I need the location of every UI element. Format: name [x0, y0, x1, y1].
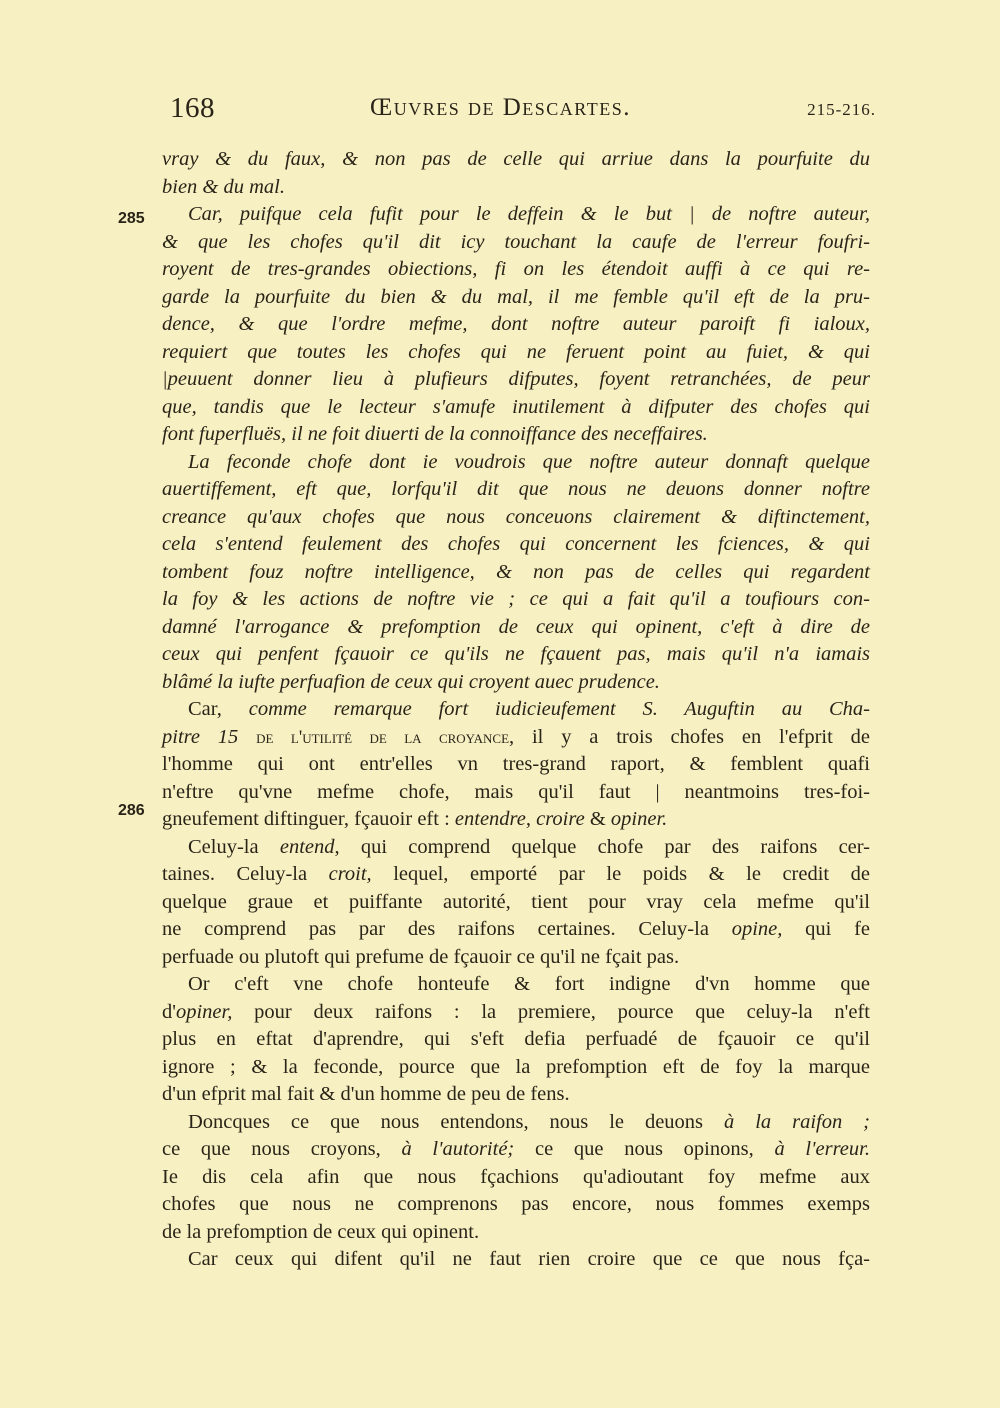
text-line: de la prefomption de ceux qui opinent. — [162, 1220, 480, 1243]
text-line: chofes que nous ne comprenons pas encore, nous fommes exemps — [162, 1193, 870, 1215]
running-title: Œuvres de Descartes. — [370, 94, 631, 121]
text-line: Or c'eft vne chofe honteufe & fort indigne d'vn homme que — [188, 973, 870, 995]
text-line: tombent fouz noftre intelligence, & non pas de celles qui regardent — [162, 560, 870, 583]
text-line: Car ceux qui difent qu'il ne faut rien croire que ce que nous fça- — [188, 1248, 870, 1270]
text-line: & que les chofes qu'il dit icy touchant la caufe de l'erreur foufri- — [162, 230, 870, 253]
text-line: quelque graue et puiffante autorité, tient pour vray cela mefme qu'il — [162, 890, 870, 913]
body-text — [162, 146, 870, 1274]
text-line: garde la pourfuite du bien & du mal, il me femble qu'il eft de la pru- — [162, 285, 870, 308]
page-reference: 215-216. — [807, 100, 876, 119]
text-line: auertiffement, eft que, lorfqu'il dit que nous ne deuons donner noftre — [162, 478, 870, 500]
text-line: cela s'entend feulement des chofes qui concernent les fciences, & qui — [162, 533, 870, 555]
text-line: Car, puifque cela fufit pour le deffein & le but | de noftre auteur, — [188, 203, 870, 225]
text-line: ce que nous croyons, à l'autorité; ce que nous opinons, à l'erreur. — [162, 1138, 870, 1160]
text-line: gneufement diftinguer, fçauoir eft : entendre, croire & opiner. — [162, 808, 668, 830]
text-line: que, tandis que le lecteur s'amufe inutilement à difputer des chofes qui — [162, 395, 870, 418]
text-line: plus en eftat d'aprendre, qui s'eft defia perfuadé de fçauoir ce qu'il — [162, 1028, 870, 1050]
text-line: Doncques ce que nous entendons, nous le deuons à la raifon ; — [188, 1110, 870, 1133]
text-line: taines. Celuy-la croit, lequel, emporté par le poids & le credit de — [162, 863, 870, 885]
text-line: d'opiner, pour deux raifons : la premiere, pource que celuy-la n'eft — [162, 1000, 870, 1023]
text-line: n'eftre qu'vne mefme chofe, mais qu'il faut | neantmoins tres-foi- — [162, 780, 870, 803]
text-line: font fuperfluës, il ne foit diuerti de la connoiffance des neceffaires. — [162, 423, 708, 445]
text-line: blâmé la iufte perfuafion de ceux qui croyent auec prudence. — [162, 670, 660, 693]
text-line: ne comprend pas par des raifons certaines. Celuy-la opine, qui fe — [162, 918, 870, 940]
text-line: pitre 15 de l'utilité de la croyance, il y a trois chofes en l'efprit de — [162, 725, 870, 748]
text-line: la foy & les actions de noftre vie ; ce qui a fait qu'il a toufiours con- — [162, 588, 870, 610]
text-line: Celuy-la entend, qui comprend quelque chofe par des raifons cer- — [188, 835, 871, 858]
text-line: d'un efprit mal fait & d'un homme de peu de fens. — [162, 1083, 570, 1105]
text-line: Ie dis cela afin que nous fçachions qu'adioutant foy mefme aux — [162, 1165, 870, 1188]
text-line: royent de tres-grandes obiections, fi on les étendoit auffi à ce qui re- — [162, 258, 870, 280]
text-line: perfuade ou plutoft qui prefume de fçauoir ce qu'il ne fçait pas. — [162, 945, 680, 968]
text-line: ignore ; & la feconde, pource que la prefomption eft de foy la marque — [162, 1055, 870, 1078]
text-line: ceux qui penfent fçauoir ce qu'ils ne fçauent pas, mais qu'il n'a iamais — [162, 643, 870, 665]
text-line: dence, & que l'ordre mefme, dont noftre auteur paroift fi ialoux, — [162, 313, 870, 335]
text-line: Car, comme remarque fort iudicieufement S. Auguftin au Cha- — [188, 698, 871, 720]
text-line: vray & du faux, & non pas de celle qui arriue dans la pourfuite du — [162, 148, 870, 170]
page-number: 168 — [170, 92, 215, 124]
text-line: l'homme qui ont entr'elles vn tres-grand raport, & femblent quafi — [162, 753, 870, 775]
text-line: |peuuent donner lieu à plufieurs difputes, foyent retranchées, de peur — [162, 368, 870, 390]
text-line: bien & du mal. — [162, 175, 285, 198]
running-header — [170, 92, 876, 132]
text-line: requiert que toutes les chofes qui ne feruent point au fuiet, & qui — [162, 340, 870, 363]
text-line: damné l'arrogance & prefomption de ceux qui opinent, c'eft à dire de — [162, 615, 870, 638]
text-line: creance qu'aux chofes que nous conceuons clairement & diftinctement, — [162, 505, 870, 528]
margin-number: 285 — [118, 210, 145, 227]
text-line: La feconde chofe dont ie voudrois que noftre auteur donnaft quelque — [188, 450, 870, 473]
margin-number: 286 — [118, 802, 145, 819]
